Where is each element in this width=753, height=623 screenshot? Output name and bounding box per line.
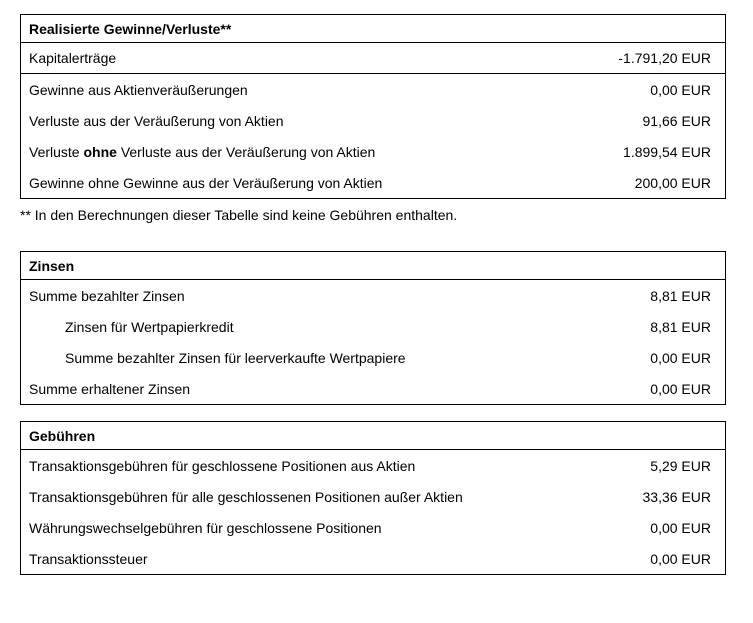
row-value: 200,00 EUR	[634, 174, 711, 191]
table-header-gebuehren	[21, 422, 725, 450]
table-title: Realisierte Gewinne/Verluste**	[29, 20, 232, 37]
table-row-zinsen-wertpapierkredit	[21, 311, 725, 342]
table-header-zinsen	[21, 252, 725, 280]
row-label: Verluste aus der Veräußerung von Aktien	[29, 112, 284, 129]
row-value: 8,81 EUR	[650, 318, 711, 335]
row-label-part-bold: ohne	[83, 143, 117, 160]
table-footnote: ** In den Berechnungen dieser Tabelle sind keine Gebühren enthalten.	[20, 207, 458, 223]
table-row-transaktionssteuer	[21, 543, 725, 574]
table-row-verluste-ohne-veraeusserung	[21, 136, 725, 167]
row-label: Kapitalerträge	[29, 50, 117, 66]
table-row-zinsen-leerverkaufte-wertpapiere	[21, 342, 725, 373]
table-row-kapitalertraege	[21, 43, 725, 74]
row-value: 0,00 EUR	[650, 349, 711, 366]
table-row-summe-bezahlter-zinsen	[21, 280, 725, 311]
row-value: 8,81 EUR	[650, 287, 711, 304]
row-value: 1.899,54 EUR	[623, 143, 711, 160]
table-row-transaktionsgebuehren-ausser-aktien	[21, 481, 725, 512]
row-value: 0,00 EUR	[650, 519, 711, 536]
row-label-part: Verluste	[29, 143, 84, 160]
table-title: Zinsen	[29, 257, 75, 274]
table-title: Gebühren	[29, 427, 96, 444]
row-label-part: Verluste aus der Veräußerung von Aktien	[116, 143, 376, 160]
table-row-waehrungswechselgebuehren	[21, 512, 725, 543]
table-realisierte-gewinne-verluste	[20, 14, 726, 199]
row-label: Zinsen für Wertpapierkredit	[65, 318, 234, 335]
row-value: 0,00 EUR	[650, 550, 711, 567]
row-value: 91,66 EUR	[642, 112, 711, 129]
table-header-realisierte-gewinne-verluste	[21, 15, 725, 43]
row-label: Transaktionsgebühren für alle geschlossenen Positionen außer Aktien	[29, 488, 463, 505]
row-label: Summe bezahlter Zinsen für leerverkaufte Wertpapiere	[65, 349, 406, 366]
row-value: 0,00 EUR	[650, 380, 711, 397]
row-value: 5,29 EUR	[650, 457, 711, 474]
row-label: Transaktionsgebühren für geschlossene Positionen aus Aktien	[29, 457, 416, 474]
row-value: 0,00 EUR	[650, 81, 711, 98]
row-label: Transaktionssteuer	[29, 550, 148, 567]
table-row-summe-erhaltener-zinsen	[21, 373, 725, 404]
row-label: Summe erhaltener Zinsen	[29, 380, 191, 397]
row-label: Gewinne aus Aktienveräußerungen	[29, 81, 248, 98]
table-gebuehren	[20, 421, 726, 575]
row-label: Gewinne ohne Gewinne aus der Veräußerung von Aktien	[29, 174, 383, 191]
table-row-gewinne-ohne-veraeusserung	[21, 167, 725, 198]
table-zinsen	[20, 251, 726, 405]
row-value: -1.791,20 EUR	[618, 50, 711, 66]
table-row-verluste-veraeusserung-aktien	[21, 105, 725, 136]
row-value: 33,36 EUR	[642, 488, 711, 505]
row-label	[29, 144, 375, 160]
table-row-gewinne-aktienveraeusserungen	[21, 74, 725, 105]
row-label: Währungswechselgebühren für geschlossene Positionen	[29, 519, 382, 536]
table-row-transaktionsgebuehren-aktien	[21, 450, 725, 481]
row-label: Summe bezahlter Zinsen	[29, 287, 185, 304]
